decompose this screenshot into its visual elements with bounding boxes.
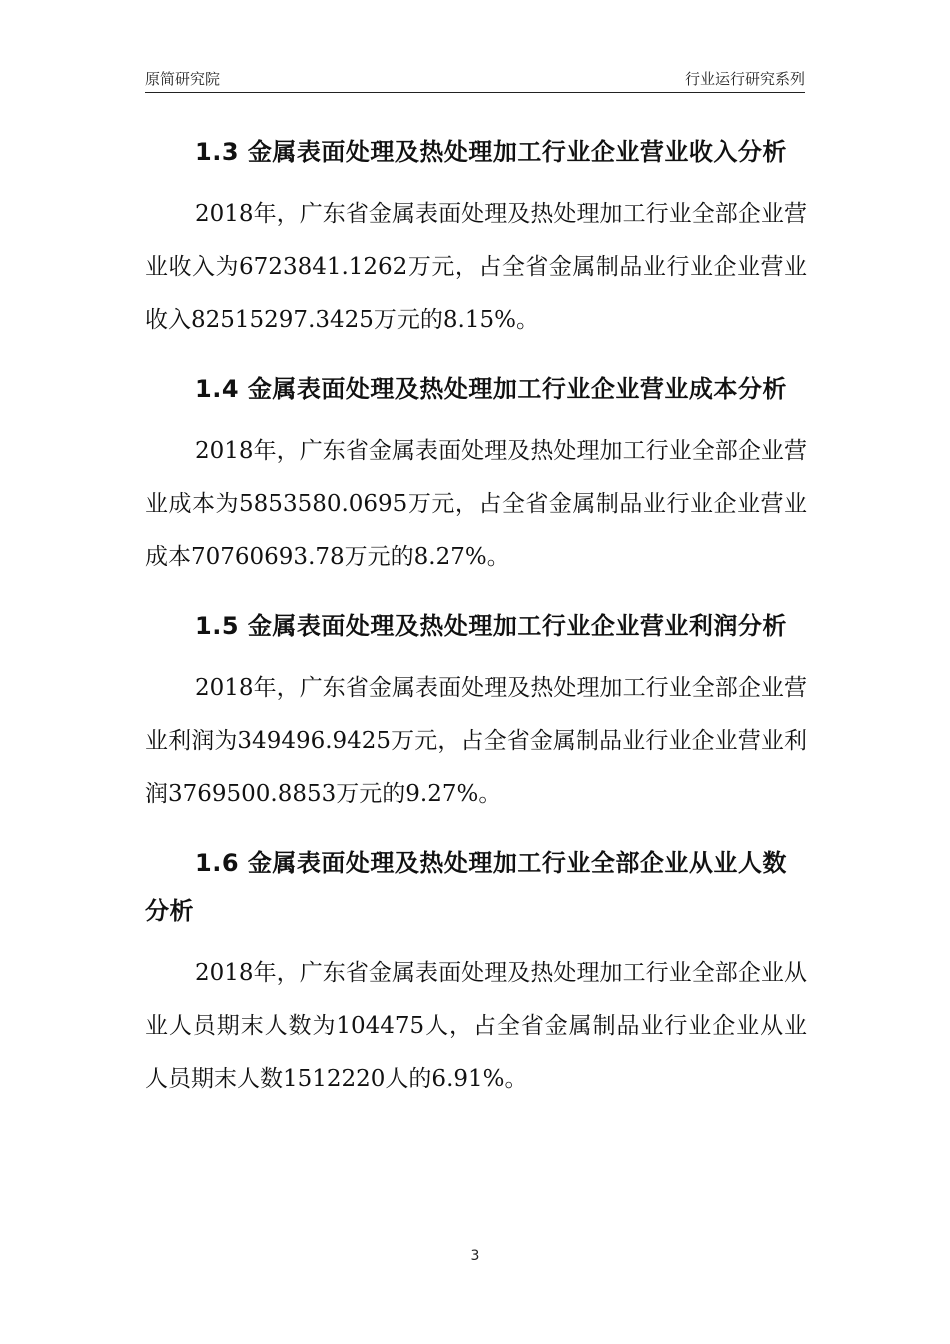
section-1-3 — [145, 128, 807, 347]
header-series-title: 行业运行研究系列 — [684, 70, 805, 88]
section-1-5 — [145, 602, 807, 821]
section-heading: 1.3 金属表面处理及热处理加工行业企业营业收入分析 — [195, 138, 787, 166]
section-heading: 1.5 金属表面处理及热处理加工行业企业营业利润分析 — [195, 612, 787, 640]
section-heading: 1.6 金属表面处理及热处理加工行业全部企业从业人数分析 — [145, 849, 787, 925]
section-paragraph: 2018年，广东省金属表面处理及热处理加工行业全部企业营业收入为6723841.1262万元，占全省金属制品业行业企业营业收入82515297.3425万元的8.15%。 — [145, 201, 807, 333]
page-header — [145, 66, 805, 93]
page-number: 3 — [470, 1248, 480, 1264]
document-body — [145, 128, 807, 1124]
section-1-6 — [145, 839, 807, 1106]
section-paragraph: 2018年，广东省金属表面处理及热处理加工行业全部企业营业利润为349496.9425万元，占全省金属制品业行业企业营业利润3769500.8853万元的9.27%。 — [145, 675, 807, 807]
section-paragraph: 2018年，广东省金属表面处理及热处理加工行业全部企业从业人员期末人数为104475人，占全省金属制品业行业企业从业人员期末人数1512220人的6.91%。 — [145, 960, 807, 1092]
section-paragraph: 2018年，广东省金属表面处理及热处理加工行业全部企业营业成本为5853580.0695万元，占全省金属制品业行业企业营业成本70760693.78万元的8.27%。 — [145, 438, 807, 570]
section-heading: 1.4 金属表面处理及热处理加工行业企业营业成本分析 — [195, 375, 787, 403]
header-org-name: 原简研究院 — [145, 70, 221, 88]
section-1-4 — [145, 365, 807, 584]
